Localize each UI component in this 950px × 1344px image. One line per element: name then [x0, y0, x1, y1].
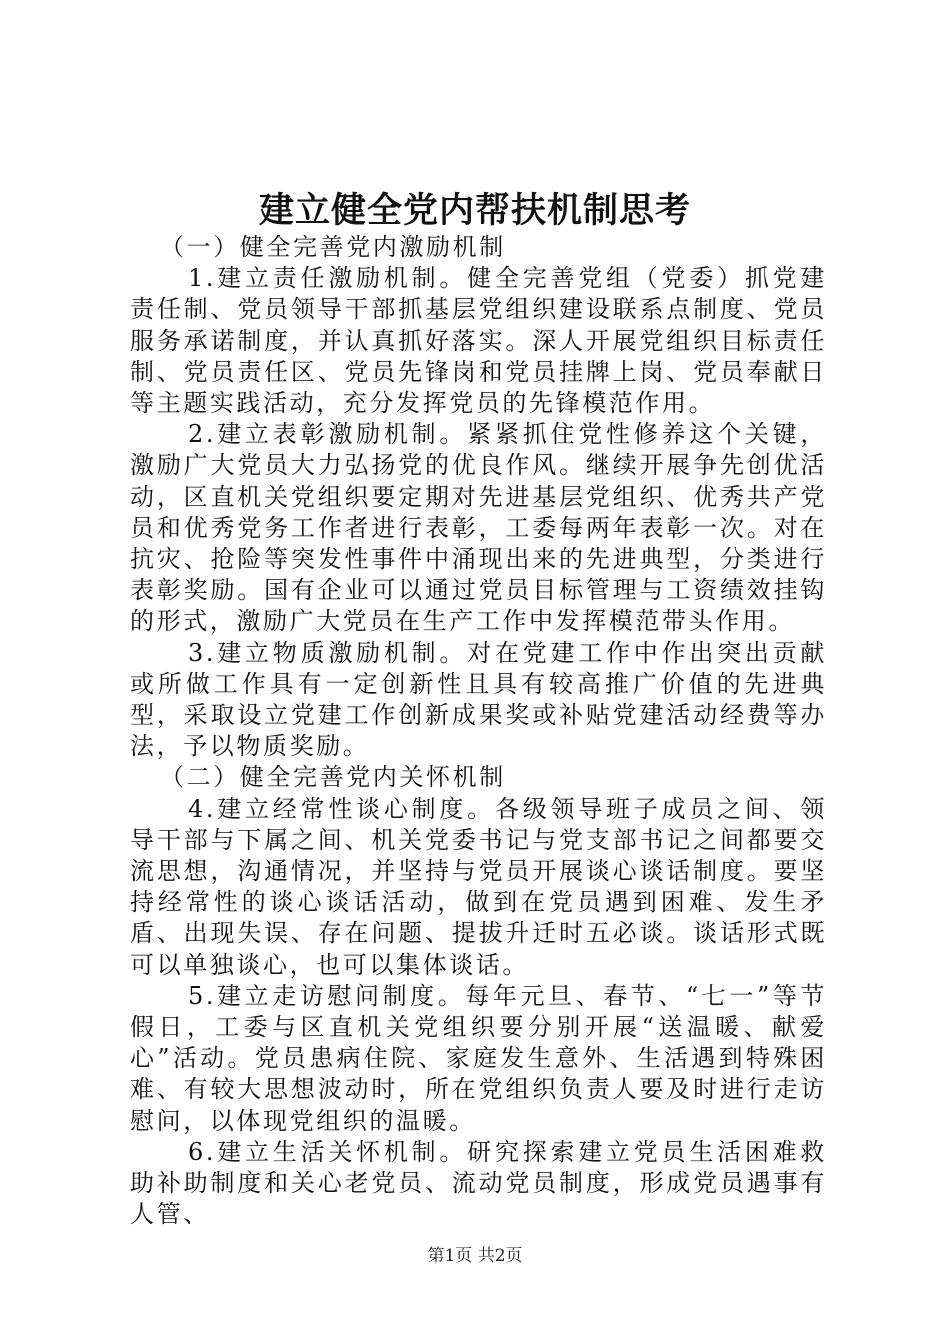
section-heading-2: （二）健全完善党内关怀机制 [160, 763, 506, 792]
document-body [130, 232, 827, 1231]
paragraph-2: 2.建立表彰激励机制。紧紧抓住党性修养这个关键，激励广大党员大力弘扬党的优良作风。继续开展争先创优活动，区直机关党组织要定期对先进基层党组织、优秀共产党员和优秀党务工作者进行表彰，工委每两年表彰一次。对在抗灾、抢险等突发性事件中涌现出来的先进典型，分类进行表彰奖励。国有企业可以通过党员目标管理与工资绩效挂钩的形式，激励广大党员在生产工作中发挥模范带头作用。 [130, 420, 827, 636]
paragraph-6: 6.建立生活关怀机制。研究探索建立党员生活困难救助补助制度和关心老党员、流动党员制度，形成党员遇事有人管、 [130, 1137, 827, 1229]
paragraph-5: 5.建立走访慰问制度。每年元旦、春节、“七一”等节假日，工委与区直机关党组织要分别开展“送温暖、献爱心”活动。党员患病住院、家庭发生意外、生活遇到特殊困难、有较大思想波动时，所在党组织负责人要及时进行走访慰问，以体现党组织的温暖。 [130, 981, 827, 1135]
section-heading-1: （一）健全完善党内激励机制 [160, 233, 506, 261]
document-title: 建立健全党内帮扶机制思考 [258, 190, 691, 231]
paragraph-3: 3.建立物质激励机制。对在党建工作中作出突出贡献或所做工作具有一定创新性且具有较高推广价值的先进典型，采取设立党建工作创新成果奖或补贴党建活动经费等办法，予以物质奖励。 [130, 638, 827, 761]
paragraph-4: 4.建立经常性谈心制度。各级领导班子成员之间、领导干部与下属之间、机关党委书记与党支部书记之间都要交流思想，沟通情况，并坚持与党员开展谈心谈话制度。要坚持经常性的谈心谈话活动，做到在党员遇到困难、发生矛盾、出现失误、存在问题、提拔升迁时五必谈。谈话形式既可以单独谈心，也可以集体谈话。 [130, 794, 827, 979]
page-footer: 第1页 共2页 [427, 1246, 523, 1266]
paragraph-1: 1.建立责任激励机制。健全完善党组（党委）抓党建责任制、党员领导干部抓基层党组织建设联系点制度、党员服务承诺制度，并认真抓好落实。深人开展党组织目标责任制、党员责任区、党员先锋岗和党员挂牌上岗、党员奉献日等主题实践活动，充分发挥党员的先锋模范作用。 [130, 264, 827, 418]
